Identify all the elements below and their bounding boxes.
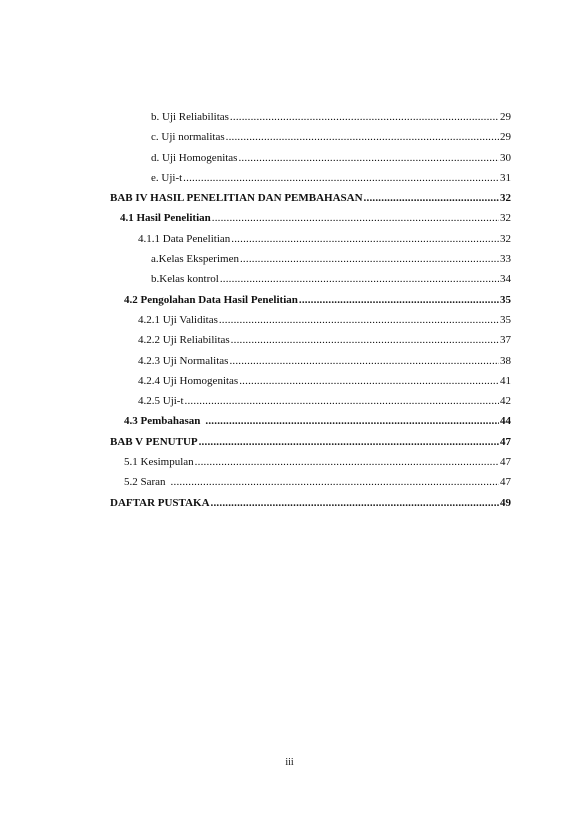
toc-entry-page: 35 bbox=[500, 293, 511, 306]
dot-leader bbox=[195, 452, 499, 472]
toc-entry-uji-reliabilitas[interactable] bbox=[110, 107, 511, 127]
toc-entry-label: 4.2.4 Uji Homogenitas bbox=[138, 374, 239, 387]
toc-entry-page: 32 bbox=[500, 212, 511, 225]
toc-entry-uji-normalitas-2[interactable] bbox=[110, 351, 511, 371]
toc-entry-uji-validitas[interactable] bbox=[110, 310, 511, 330]
toc-entry-page: 30 bbox=[500, 151, 511, 164]
toc-entry-uji-homogenitas[interactable] bbox=[110, 148, 511, 168]
toc-entry-page: 37 bbox=[500, 334, 511, 347]
toc-entry-uji-reliabilitas-2[interactable] bbox=[110, 330, 511, 350]
toc-entry-label: 4.2.2 Uji Reliabilitas bbox=[138, 334, 230, 347]
dot-leader bbox=[183, 168, 499, 188]
dot-leader bbox=[211, 493, 499, 513]
toc-entry-bab-v[interactable] bbox=[110, 432, 511, 452]
toc-entry-page: 38 bbox=[500, 354, 511, 367]
toc-entry-uji-homogenitas-2[interactable] bbox=[110, 371, 511, 391]
toc-entry-page: 35 bbox=[500, 313, 511, 326]
toc-entry-kelas-eksperimen[interactable] bbox=[110, 249, 511, 269]
toc-entry-page: 31 bbox=[500, 171, 511, 184]
toc-entry-page: 29 bbox=[500, 131, 511, 144]
dot-leader bbox=[199, 432, 499, 452]
toc-entry-label: d. Uji Homogenitas bbox=[151, 151, 238, 164]
toc-entry-page: 32 bbox=[500, 192, 511, 205]
toc-entry-page: 47 bbox=[500, 476, 511, 489]
dot-leader bbox=[240, 249, 499, 269]
dot-leader bbox=[226, 127, 499, 147]
toc-entry-page: 33 bbox=[500, 253, 511, 266]
toc-entry-label: 4.1 Hasil Penelitian bbox=[120, 212, 211, 225]
dot-leader bbox=[231, 330, 499, 350]
toc-entry-page: 44 bbox=[500, 415, 511, 428]
toc-entry-page: 47 bbox=[500, 456, 511, 469]
toc-entry-label: 4.2 Pengolahan Data Hasil Penelitian bbox=[124, 293, 298, 306]
toc-entry-pengolahan-data[interactable] bbox=[110, 290, 511, 310]
toc-entry-label: c. Uji normalitas bbox=[151, 131, 225, 144]
toc-entry-page: 34 bbox=[500, 273, 511, 286]
dot-leader bbox=[239, 371, 499, 391]
toc-entry-label: DAFTAR PUSTAKA bbox=[110, 496, 210, 509]
dot-leader bbox=[230, 107, 499, 127]
toc-entry-uji-normalitas[interactable] bbox=[110, 127, 511, 147]
dot-leader bbox=[212, 208, 499, 228]
toc-entry-label: 5.1 Kesimpulan bbox=[124, 456, 194, 469]
toc-entry-pembahasan[interactable] bbox=[110, 411, 511, 431]
dot-leader bbox=[231, 229, 499, 249]
dot-leader bbox=[364, 188, 499, 208]
toc-entry-bab-iv[interactable] bbox=[110, 188, 511, 208]
toc-entry-page: 47 bbox=[500, 435, 511, 448]
dot-leader bbox=[185, 391, 499, 411]
toc-entry-kelas-kontrol[interactable] bbox=[110, 269, 511, 289]
dot-leader bbox=[238, 148, 499, 168]
toc-entry-page: 29 bbox=[500, 111, 511, 123]
toc-entry-label: a.Kelas Eksperimen bbox=[151, 253, 239, 266]
toc-entry-page: 32 bbox=[500, 232, 511, 245]
toc-entry-uji-t[interactable] bbox=[110, 168, 511, 188]
dot-leader bbox=[299, 290, 499, 310]
toc-entry-saran[interactable] bbox=[110, 472, 511, 492]
toc-entry-label: 4.2.5 Uji-t bbox=[138, 395, 184, 408]
toc-entry-uji-t-2[interactable] bbox=[110, 391, 511, 411]
toc-entry-label: 4.2.1 Uji Validitas bbox=[138, 313, 218, 326]
dot-leader bbox=[205, 411, 499, 431]
dot-leader bbox=[229, 351, 499, 371]
dot-leader bbox=[219, 310, 499, 330]
toc-entry-data-penelitian[interactable] bbox=[110, 229, 511, 249]
toc-entry-page: 42 bbox=[500, 395, 511, 408]
toc-entry-label: b. Uji Reliabilitas bbox=[151, 111, 229, 123]
table-of-contents bbox=[110, 107, 511, 513]
toc-entry-label: BAB V PENUTUP bbox=[110, 435, 198, 448]
toc-entry-label: 4.1.1 Data Penelitian bbox=[138, 232, 231, 245]
toc-entry-page: 49 bbox=[500, 496, 511, 509]
toc-entry-kesimpulan[interactable] bbox=[110, 452, 511, 472]
toc-entry-label: 4.2.3 Uji Normalitas bbox=[138, 354, 229, 367]
page-number: iii bbox=[285, 757, 294, 768]
dot-leader bbox=[171, 472, 499, 492]
toc-entry-label: e. Uji-t bbox=[151, 171, 183, 184]
toc-entry-daftar-pustaka[interactable] bbox=[110, 493, 511, 513]
dot-leader bbox=[220, 269, 499, 289]
toc-entry-label: b.Kelas kontrol bbox=[151, 273, 219, 286]
toc-entry-page: 41 bbox=[500, 374, 511, 387]
toc-entry-hasil-penelitian[interactable] bbox=[110, 208, 511, 228]
toc-entry-label: 4.3 Pembahasan bbox=[124, 415, 201, 428]
toc-entry-label: 5.2 Saran bbox=[124, 476, 166, 489]
toc-entry-label: BAB IV HASIL PENELITIAN DAN PEMBAHASAN bbox=[110, 192, 363, 205]
